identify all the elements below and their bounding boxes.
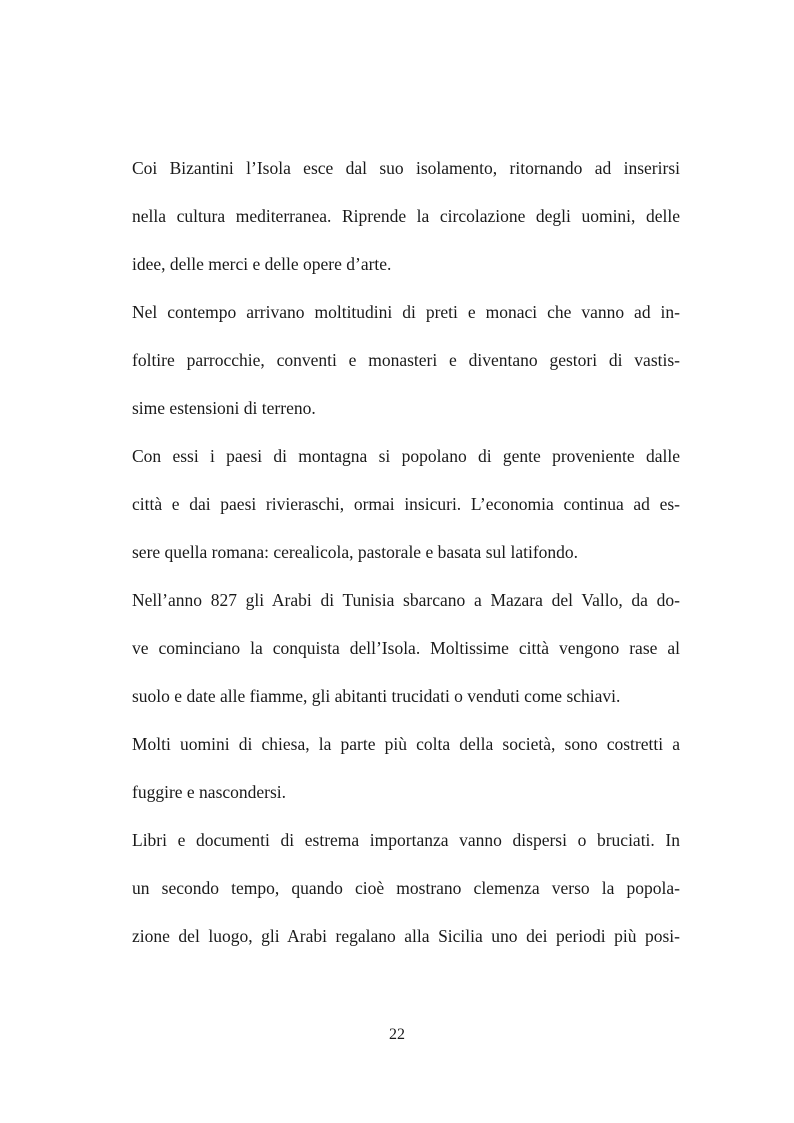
text-line: Libri e documenti di estrema importanza vanno dispersi o bruciati. In: [132, 830, 680, 850]
text-line: foltire parrocchie, conventi e monasteri e diventano gestori di vastis-: [132, 350, 680, 370]
body-text: [132, 144, 680, 960]
text-line: Molti uomini di chiesa, la parte più colta della società, sono costretti a: [132, 734, 680, 754]
text-line: zione del luogo, gli Arabi regalano alla Sicilia uno dei periodi più posi-: [132, 926, 680, 946]
text-line: un secondo tempo, quando cioè mostrano clemenza verso la popola-: [132, 878, 680, 898]
text-line: idee, delle merci e delle opere d’arte.: [132, 254, 392, 274]
page-number: 22: [389, 1026, 405, 1043]
text-line: suolo e date alle fiamme, gli abitanti trucidati o venduti come schiavi.: [132, 686, 621, 706]
text-line: città e dai paesi rivieraschi, ormai insicuri. L’economia continua ad es-: [132, 494, 680, 514]
text-line: sere quella romana: cerealicola, pastorale e basata sul latifondo.: [132, 542, 579, 562]
text-line: fuggire e nascondersi.: [132, 782, 287, 802]
text-line: Con essi i paesi di montagna si popolano di gente proveniente dalle: [132, 446, 680, 466]
text-line: Nell’anno 827 gli Arabi di Tunisia sbarcano a Mazara del Vallo, da do-: [132, 590, 680, 610]
text-line: ve cominciano la conquista dell’Isola. Moltissime città vengono rase al: [132, 638, 680, 658]
text-line: sime estensioni di terreno.: [132, 398, 316, 418]
text-line: nella cultura mediterranea. Riprende la circolazione degli uomini, delle: [132, 206, 680, 226]
text-line: Coi Bizantini l’Isola esce dal suo isolamento, ritornando ad inserirsi: [132, 158, 680, 178]
text-line: Nel contempo arrivano moltitudini di preti e monaci che vanno ad in-: [132, 302, 680, 322]
